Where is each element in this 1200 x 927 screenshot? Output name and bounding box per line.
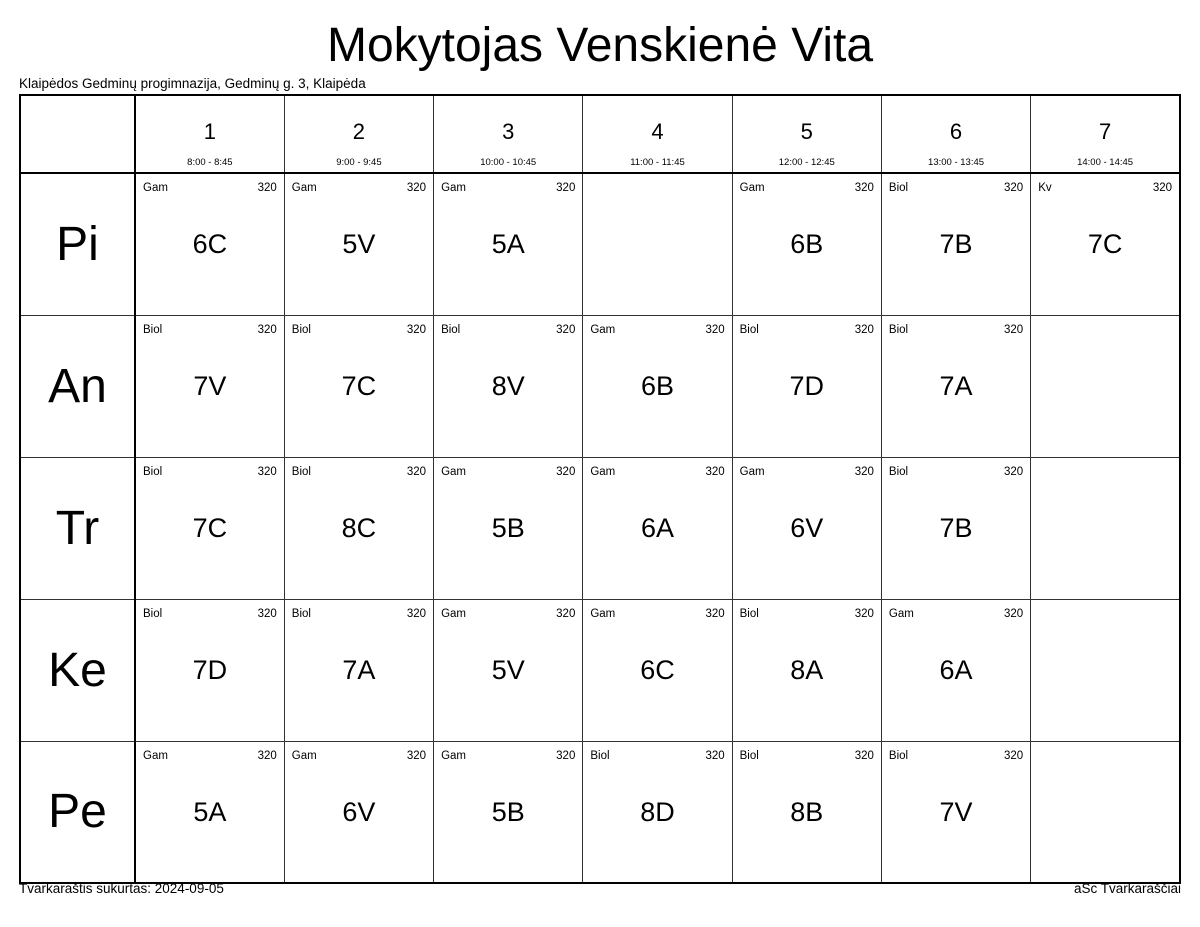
empty-lesson-cell [1031, 457, 1180, 599]
lesson-subject: Gam [291, 182, 317, 194]
lesson-class: 7B [939, 229, 973, 259]
lesson-class: 7V [193, 370, 227, 401]
lesson-subject: Gam [590, 607, 616, 620]
lesson-cell [135, 741, 284, 883]
lesson-subject: Biol [143, 323, 163, 336]
lesson-cell [135, 599, 284, 741]
lesson-class: 6B [790, 229, 824, 259]
lesson-class: 8B [790, 796, 824, 827]
lesson-room: 320 [705, 749, 725, 762]
lesson-class: 5V [491, 654, 525, 685]
period-header [135, 95, 284, 173]
lesson-class: 7C [192, 512, 228, 543]
day-row [20, 457, 1180, 599]
period-number: 7 [1098, 119, 1112, 144]
software-credit: aSc Tvarkaraščiai [1073, 881, 1181, 896]
period-header [732, 95, 881, 173]
lesson-class: 8V [491, 370, 525, 401]
lesson-cell [732, 173, 881, 315]
lesson-subject: Gam [739, 182, 765, 194]
lesson-room: 320 [406, 607, 427, 620]
lesson-cell [434, 599, 583, 741]
lesson-cell [284, 741, 433, 883]
lesson-room: 320 [705, 323, 725, 336]
lesson-cell [732, 599, 881, 741]
period-number: 5 [800, 119, 813, 144]
lesson-subject: Biol [888, 323, 909, 336]
lesson-cell [284, 173, 433, 315]
lesson-room: 320 [1004, 323, 1024, 336]
lesson-subject: Biol [291, 465, 311, 478]
empty-lesson-cell [583, 173, 732, 315]
period-header [881, 95, 1030, 173]
lesson-subject: Biol [739, 607, 759, 620]
lesson-subject: Biol [888, 749, 909, 762]
day-name: Pe [20, 741, 135, 883]
school-address: Klaipėdos Gedminų progimnazija, Gedminų g. 3, Klaipėda [19, 76, 366, 91]
lesson-room: 320 [406, 323, 427, 336]
lesson-subject: Biol [143, 607, 163, 620]
lesson-class: 5B [491, 796, 525, 827]
period-time: 10:00 - 10:45 [480, 157, 537, 168]
period-header [1031, 95, 1180, 173]
lesson-cell [881, 741, 1030, 883]
lesson-room: 320 [705, 607, 725, 620]
lesson-subject: Gam [143, 182, 168, 194]
lesson-subject: Gam [441, 465, 466, 478]
lesson-cell [881, 599, 1030, 741]
lesson-room: 320 [1004, 465, 1024, 478]
lesson-class: 8D [640, 796, 675, 827]
lesson-class: 5A [193, 796, 227, 827]
period-time: 11:00 - 11:45 [630, 157, 685, 168]
lesson-room: 320 [854, 323, 874, 336]
lesson-room: 320 [257, 607, 277, 620]
lesson-room: 320 [257, 323, 277, 336]
period-time: 13:00 - 13:45 [928, 157, 985, 168]
lesson-subject: Biol [143, 465, 163, 478]
lesson-cell [732, 741, 881, 883]
lesson-room: 320 [406, 465, 427, 478]
lesson-subject: Biol [739, 749, 759, 762]
lesson-room: 320 [1004, 749, 1024, 762]
empty-lesson-cell [1031, 741, 1180, 883]
lesson-subject: Gam [590, 465, 616, 478]
lesson-room: 320 [257, 465, 277, 478]
lesson-room: 320 [854, 465, 874, 478]
empty-lesson-cell [1031, 315, 1180, 457]
lesson-room: 320 [257, 749, 277, 762]
lesson-cell [732, 315, 881, 457]
lesson-cell [434, 315, 583, 457]
lesson-cell [284, 599, 433, 741]
lesson-class: 6A [939, 654, 973, 685]
period-number: 6 [949, 119, 963, 144]
period-number: 1 [203, 119, 217, 144]
lesson-subject: Biol [888, 465, 909, 478]
period-header-row [20, 95, 1180, 173]
lesson-class: 8C [341, 512, 377, 543]
lesson-class: 6A [640, 512, 674, 543]
day-name: An [20, 315, 135, 457]
lesson-subject: Gam [739, 465, 765, 478]
lesson-room: 320 [1004, 182, 1024, 194]
lesson-subject: Gam [441, 607, 466, 620]
day-row [20, 599, 1180, 741]
empty-lesson-cell [1031, 599, 1180, 741]
period-time: 8:00 - 8:45 [187, 157, 233, 168]
lesson-room: 320 [556, 607, 576, 620]
lesson-room: 320 [854, 182, 874, 194]
period-time: 14:00 - 14:45 [1077, 157, 1134, 168]
lesson-cell [881, 457, 1030, 599]
period-number: 2 [352, 119, 366, 144]
lesson-subject: Biol [291, 323, 311, 336]
period-number: 4 [651, 119, 664, 144]
lesson-subject: Gam [291, 749, 317, 762]
lesson-class: 7D [192, 654, 228, 685]
lesson-cell [732, 457, 881, 599]
lesson-room: 320 [257, 182, 277, 194]
period-header [284, 95, 433, 173]
lesson-class: 6C [192, 229, 228, 259]
lesson-class: 7A [939, 370, 973, 401]
lesson-subject: Gam [143, 749, 168, 762]
lesson-class: 6V [790, 512, 824, 543]
period-header [583, 95, 732, 173]
lesson-room: 320 [556, 749, 576, 762]
lesson-cell [434, 173, 583, 315]
created-date: Tvarkaraštis sukurtas: 2024-09-05 [19, 881, 224, 896]
day-row [20, 741, 1180, 883]
lesson-class: 5A [491, 229, 525, 259]
lesson-class: 7A [342, 654, 376, 685]
period-header [434, 95, 583, 173]
lesson-subject: Biol [590, 749, 610, 762]
lesson-class: 7C [1087, 229, 1123, 259]
lesson-room: 320 [854, 749, 874, 762]
lesson-class: 7B [939, 512, 973, 543]
period-number: 3 [502, 119, 515, 144]
lesson-cell [583, 599, 732, 741]
lesson-class: 6V [342, 796, 376, 827]
day-row [20, 173, 1180, 315]
lesson-subject: Gam [441, 182, 466, 194]
lesson-class: 7D [789, 370, 825, 401]
timetable [19, 94, 1181, 884]
lesson-subject: Gam [441, 749, 466, 762]
lesson-class: 5V [342, 229, 376, 259]
day-name: Tr [20, 457, 135, 599]
lesson-cell [881, 173, 1030, 315]
day-name: Pi [20, 173, 135, 315]
lesson-room: 320 [406, 749, 427, 762]
lesson-subject: Biol [739, 323, 759, 336]
lesson-room: 320 [854, 607, 874, 620]
lesson-cell [434, 741, 583, 883]
lesson-room: 320 [1004, 607, 1024, 620]
lesson-class: 8A [790, 654, 824, 685]
lesson-room: 320 [556, 465, 576, 478]
lesson-cell [881, 315, 1030, 457]
lesson-class: 6C [640, 654, 675, 685]
lesson-subject: Kv [1038, 182, 1052, 194]
lesson-subject: Gam [590, 323, 616, 336]
lesson-room: 320 [406, 182, 427, 194]
day-name: Ke [20, 599, 135, 741]
lesson-subject: Gam [888, 607, 914, 620]
lesson-class: 7V [939, 796, 973, 827]
lesson-room: 320 [556, 323, 576, 336]
lesson-subject: Biol [441, 323, 461, 336]
period-time: 12:00 - 12:45 [778, 157, 835, 168]
period-time: 9:00 - 9:45 [336, 157, 382, 168]
lesson-subject: Biol [888, 182, 909, 194]
lesson-room: 320 [1152, 182, 1172, 194]
lesson-cell [434, 457, 583, 599]
lesson-class: 6B [640, 370, 674, 401]
lesson-cell [284, 315, 433, 457]
lesson-cell [135, 173, 284, 315]
lesson-room: 320 [556, 182, 576, 194]
lesson-cell [135, 315, 284, 457]
lesson-class: 7C [341, 370, 377, 401]
lesson-room: 320 [705, 465, 725, 478]
lesson-cell [583, 741, 732, 883]
lesson-cell [135, 457, 284, 599]
lesson-cell [583, 457, 732, 599]
lesson-cell [1031, 173, 1180, 315]
page-title: Mokytojas Venskienė Vita [326, 19, 874, 72]
lesson-cell [284, 457, 433, 599]
lesson-subject: Biol [291, 607, 311, 620]
lesson-class: 5B [491, 512, 525, 543]
day-row [20, 315, 1180, 457]
lesson-cell [583, 315, 732, 457]
corner-cell [20, 95, 135, 173]
